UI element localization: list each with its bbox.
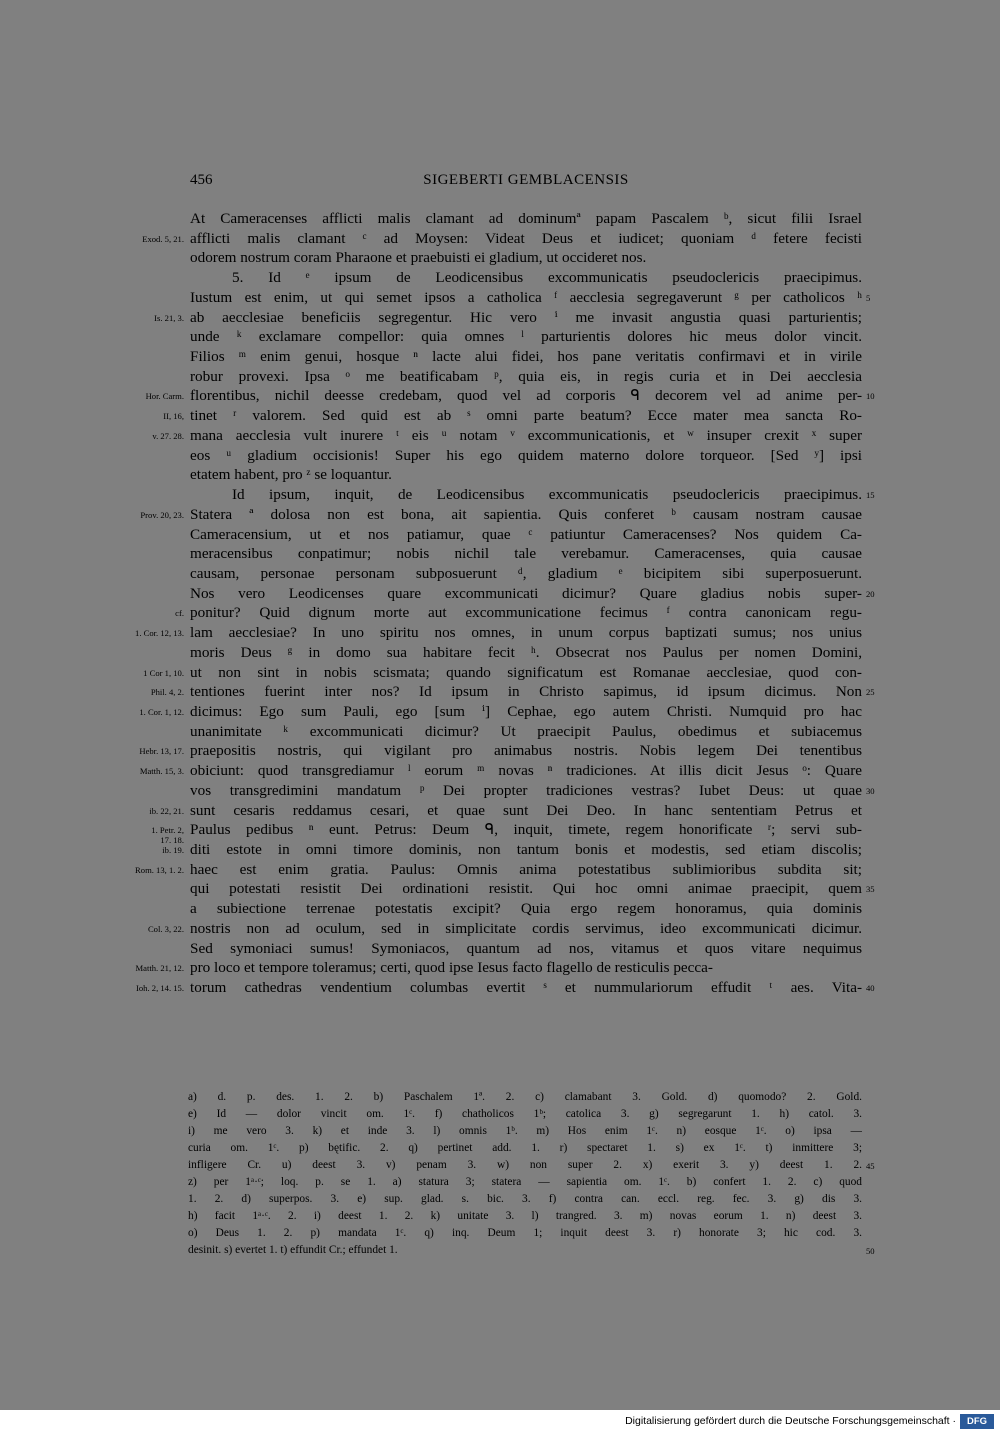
text-line: qui potestati resistit Dei ordinationi resistit. Qui hoc omni animae praecipit, quem [190,880,862,898]
text-line: torum cathedras vendentium columbas evertit ˢ et nummulariorum effudit ᵗ aes. Vita- [190,979,862,997]
dfg-logo: DFG [960,1414,994,1429]
footnote-line-number: 45 [866,1161,875,1171]
text-line: robur provexi. Ipsa ᵒ me beatificabam ᵖ, quia eis, in regis curia et in Dei aecclesia [190,367,862,385]
dfg-footer [0,1410,1000,1434]
text-line: haec est enim gratia. Paulus: Omnis anima potestatibus sublimioribus subdita sit; [190,860,862,878]
text-line: lam aecclesiae? In uno spiritu nos omnes, in unum corpus baptizati sumus; nos unius [190,624,862,642]
text-line: ponitur? Quid dignum morte aut excommunicatione fecimus ᶠ contra canonicam regu- [190,604,862,622]
footer-text: Digitalisierung gefördert durch die Deutsche Forschungsgemeinschaft · [625,1415,956,1427]
line-number: 40 [866,983,875,994]
text-line: ab aecclesiae beneficiis segregentur. Hic vero ⁱ me invasit angustia quasi parturientis; [190,308,862,326]
margin-reference: 1. Cor. 1, 12. [139,707,184,717]
margin-reference: 1. Petr. 2, [151,825,184,836]
text-line: florentibus, nichil deesse credebam, quod vel ad corporis ᑫ decorem vel ad anime per- [190,387,862,405]
margin-reference: Is. 21, 3. [154,312,184,323]
footnote-line: e) Id — dolor vincit om. 1ᶜ. f) chatholicos 1ᵇ; catolica 3. g) segregarunt 1. h) catol. 3. [188,1108,862,1120]
footnote-line: 1. 2. d) superpos. 3. e) sup. glad. s. bic. 3. f) contra can. eccl. reg. fec. 3. g) dis 3. [188,1193,862,1205]
margin-reference: II, 16, [163,411,184,422]
text-line: meracensibus conpatimur; nobis nichil tale verebamur. Cameracenses, quia causae [190,545,862,563]
text-line: unde ᵏ exclamare compellor: quia omnes ˡ parturientis dolores hic meus dolor vincit. [190,328,862,346]
margin-reference: cf. [175,608,184,619]
text-line: unanimitate ᵏ excommunicati dicimur? Ut praecipit Paulus, obedimus et subiacemus [190,722,862,740]
text-line: Id ipsum, inquit, de Leodicensibus excommunicatis pseudoclericis praecipimus. [232,486,862,504]
margin-reference: Prov. 20, 23. [140,509,184,520]
text-line: mana aecclesia vult inurere ᵗ eis ᵘ notam ᵛ excommunicationis, et ʷ insuper crexit ˣ super [190,426,862,444]
text-line: dicimus: Ego sum Pauli, ego [sum ⁱ] Cephae, ego autem Christi. Numquid pro hac [190,703,862,720]
text-line: Paulus pedibus ⁿ eunt. Petrus: Deum ᑫ, inquit, timete, regem honorificate ʳ; servi sub- [190,821,862,839]
text-line: odorem nostrum coram Pharaone et praebuisti ei gladium, ut occideret nos. [190,249,647,267]
margin-reference: ib. 22, 21. [149,805,184,816]
page-header [190,172,862,192]
margin-reference: Rom. 13, 1. 2. [135,864,184,875]
text-line: sunt cesaris reddamus cesari, et quae sunt Dei Deo. In hanc sententiam Petrus et [190,801,862,819]
text-line: etatem habent, pro ᶻ se loquantur. [190,466,392,484]
line-number: 35 [866,884,875,895]
margin-reference: Matth. 15, 3. [139,766,184,777]
margin-reference: Matth. 21, 12. [135,963,184,974]
page-number: 456 [190,172,213,188]
footnote-line: z) per 1ᵃ·ᶜ; loq. p. se 1. a) statura 3; statera — sapientia om. 1ᶜ. b) confert 1. 2. c) quod [188,1176,862,1188]
text-line: Sed symoniaci sumus! Symoniacos, quantum ad nos, vitamus et quos vitare nequimus [190,939,862,957]
text-line: causam, personae personam subposuerunt ᵈ, gladium ᵉ bicipitem sibi superposuerunt. [190,564,862,582]
footnote-line: infligere Cr. u) deest 3. v) penam 3. w) non super 2. x) exerit 3. y) deest 1. 2. [188,1159,862,1171]
margin-reference: Ioh. 2, 14. 15. [136,983,184,994]
margin-reference: 1 Cor 1, 10. [143,667,184,678]
margin-reference: Phil. 4, 2. [150,687,184,698]
footnote-line: curia om. 1ᶜ. p) bętific. 2. q) pertinet add. 1. r) spectaret 1. s) ex 1ᶜ. t) inmittere 3; [188,1142,862,1154]
text-line: a subiectione terrenae potestatis excipit? Quia ergo regem honoramus, quia dominis [190,900,862,918]
text-line: pro loco et tempore toleramus; certi, quod ipse Iesus facto flagello de resticulis pecca- [190,959,713,977]
text-line: praepositis nostris, qui vigilant pro animabus nostris. Nobis legem Dei tenentibus [190,742,862,760]
line-number: 20 [866,588,875,599]
text-line: Iustum est enim, ut qui semet ipsos a catholica ᶠ aecclesia segregaverunt ᵍ per catholicos ʰ [190,288,862,306]
text-line: vos transgredimini mandatum ᵖ Dei propter tradiciones vestras? Iubet Deus: ut quae [190,781,862,799]
footnote-line-number: 50 [866,1246,875,1256]
text-line: tinet ʳ valorem. Sed quid est ab ˢ omni parte beatum? Ecce mater mea sancta Ro- [190,407,862,425]
line-number: 30 [866,785,875,796]
text-line: ut non sint in nobis scismata; quando significatum est Romanae aecclesiae, quod con- [190,663,862,681]
text-line: obiciunt: quod transgrediamur ˡ eorum ᵐ novas ⁿ tradiciones. At illis dicit Jesus ᵒ: Quare [190,762,862,780]
text-line: moris Deus ᵍ in domo sua habitare fecit ʰ. Obsecrat nos Paulus per nomen Domini, [190,643,862,661]
text-line: eos ᵘ gladium occisionis! Super his ego quidem materno dolore torqueor. [Sed ʸ] ipsi [190,446,862,464]
text-line: tentiones fuerint inter nos? Id ipsum in Christo sapimus, id ipsum dicimus. Non [190,683,862,701]
margin-reference: Hor. Carm. [145,391,184,402]
text-line: At Cameracenses afflicti malis clamant ad dominumª papam Pascalem ᵇ, sicut filii Israel [190,210,862,227]
margin-reference: ib. 19. [162,845,184,856]
footnote-line: a) d. p. des. 1. 2. b) Paschalem 1ª. 2. c) clamabant 3. Gold. d) quomodo? 2. Gold. [188,1091,862,1103]
running-title: SIGEBERTI GEMBLACENSIS [423,172,629,188]
margin-reference: 1. Cor. 12, 13. [135,628,184,639]
text-line: Statera ª dolosa non est bona, ait sapientia. Quis conferet ᵇ causam nostram causae [190,505,862,523]
text-line: nostris non ad oculum, sed in simplicitate cordis servimus, ideo excommunicati dicimur. [190,919,862,937]
line-number: 10 [866,391,875,402]
text-line: diti estote in omni timore dominis, non tantum bonis et modestis, sed etiam discolis; [190,841,862,859]
footnote-line: h) facit 1ᵃ·ᶜ. 2. i) deest 1. 2. k) unitate 3. l) trangred. 3. m) novas eorum 1. n) deest 3. [188,1210,862,1222]
footnote-line: i) me vero 3. k) et inde 3. l) omnis 1ᵇ. m) Hos enim 1ᶜ. n) eosque 1ᶜ. o) ipsa — [188,1125,862,1137]
margin-reference: Col. 3, 22. [147,923,184,934]
line-number: 5 [866,292,871,303]
margin-reference: v. 27. 28. [152,430,184,441]
footnote-line: desinit. s) evertet 1. t) effundit Cr.; effundet 1. [188,1244,398,1256]
line-number: 25 [866,687,875,698]
line-number: 15 [866,490,875,501]
margin-reference: Exod. 5, 21. [142,233,184,244]
text-line: Cameracensium, ut et nos patiamur, quae ᶜ patiuntur Cameracenses? Nos quidem Ca- [190,525,862,543]
text-line: 5. Id ᵉ ipsum de Leodicensibus excommunicatis pseudoclericis praecipimus. [232,269,862,287]
margin-reference: Hebr. 13, 17. [139,746,184,757]
footnote-line: o) Deus 1. 2. p) mandata 1ᶜ. q) inq. Deum 1; inquit deest 3. r) honorate 3; hic cod. 3. [188,1227,862,1239]
text-line: Filios ᵐ enim genui, hosque ⁿ lacte alui fidei, hos pane veritatis confirmavi et in virile [190,348,862,366]
margin-reference: 17. 18. [160,835,184,846]
text-line: Nos vero Leodicenses quare excommunicati dicimur? Quare gladius nobis super- [190,584,862,602]
text-line: afflicti malis clamant ᶜ ad Moysen: Videat Deus et iudicet; quoniam ᵈ fetere fecisti [190,229,862,247]
